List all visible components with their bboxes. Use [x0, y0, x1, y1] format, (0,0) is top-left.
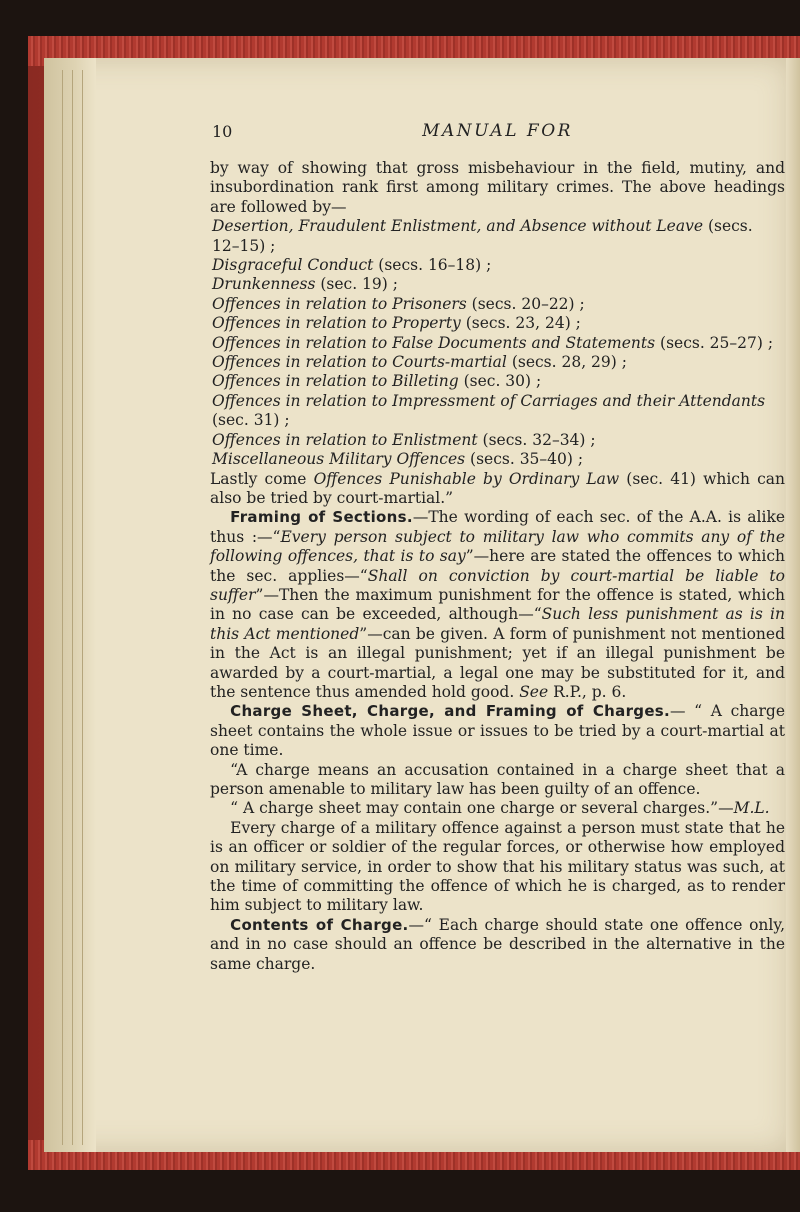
- text-run: ”—can be given. A form of punishment not mentioned in the Act is an illegal punishment; yet if an illegal punishment be awarded by a court-martial, a legal one may be substituted for it, and the sentence thus amended hold good.: [210, 624, 786, 701]
- list-item: [210, 334, 785, 353]
- list-item: [210, 353, 785, 372]
- gutter-line: [72, 70, 73, 1145]
- military-status-paragraph: Every charge of a military offence against a person must state that he is an officer or soldier of the regular forces, or otherwise how employed on military service, in order to show that his military status was such, at the time of committing the offence of which he is charged, as to render him subject to military law.: [210, 818, 785, 915]
- heading-title: Offences in relation to Courts-martial: [212, 353, 507, 372]
- text-run: (sec. 41) which can also be tried by court-martial.”: [210, 469, 785, 507]
- heading-title: Desertion, Fraudulent Enlistment, and Absence without Leave: [212, 217, 704, 236]
- italic-run: Shall on conviction by court-martial be liable to suffer: [210, 566, 785, 604]
- heading-ref: (secs. 35–40) ;: [465, 450, 584, 469]
- italic-run: See: [519, 682, 549, 701]
- heading-ref: (secs. 20–22) ;: [466, 294, 585, 313]
- text-run: ”—here are stated the offences to which the sec. applies—“: [210, 547, 785, 585]
- heading-ref: (secs. 28, 29) ;: [506, 353, 627, 372]
- italic-run: Offences Punishable by Ordinary Law: [313, 469, 620, 488]
- page-number: 10: [212, 122, 233, 141]
- text-run: Lastly come: [210, 469, 314, 488]
- heading-ref: (secs. 23, 24) ;: [460, 314, 581, 333]
- framing-paragraph: [210, 508, 785, 702]
- charge-sheet-paragraph: [210, 702, 785, 760]
- text-run: ”—Then the maximum punishment for the offence is stated, which in no case can be exceeded, although—“: [210, 585, 785, 624]
- headings-list: [210, 217, 785, 469]
- italic-run: M.L.: [733, 799, 770, 818]
- text-run: —“ Each charge should state one offence only, and in no case should an offence be described in the alternative in the same charge.: [210, 915, 785, 973]
- lastly-paragraph: [210, 470, 785, 509]
- list-item: [210, 275, 785, 294]
- section-heading: Contents of Charge.: [230, 915, 409, 934]
- page-header: [210, 122, 785, 146]
- heading-title: Offences in relation to Impressment of Carriages and their Attendants: [212, 391, 766, 410]
- heading-ref: (secs. 12–15) ;: [212, 217, 753, 255]
- page-text: [210, 122, 785, 974]
- list-item: [210, 295, 785, 314]
- intro-paragraph: by way of showing that gross misbehaviour in the field, mutiny, and insubordination rank first among military crimes. The above headings are followed by—: [210, 159, 785, 216]
- italic-run: Every person subject to military law who commits any of the following offences, that is to say: [210, 527, 785, 566]
- list-item: [210, 217, 785, 256]
- heading-ref: (secs. 16–18) ;: [373, 256, 492, 275]
- charge-definition-paragraph: “A charge means an accusation contained in a charge sheet that a person amenable to military law has been guilty of an offence.: [210, 760, 785, 798]
- heading-ref: (secs. 32–34) ;: [477, 430, 596, 449]
- text-run: R.P., p. 6.: [548, 682, 627, 701]
- text-run: —The wording of each sec. of the A.A. is alike thus :—“: [210, 508, 786, 546]
- heading-ref: (sec. 30) ;: [458, 372, 542, 391]
- heading-title: Miscellaneous Military Offences: [212, 450, 466, 469]
- gutter-line: [82, 70, 83, 1145]
- page-gutter: [44, 58, 96, 1152]
- list-item: [210, 256, 785, 275]
- heading-title: Offences in relation to Property: [212, 314, 461, 333]
- page-edge: [786, 58, 800, 1152]
- heading-ref: (sec. 31) ;: [212, 411, 290, 430]
- heading-title: Offences in relation to False Documents and Statements: [212, 333, 656, 352]
- heading-title: Offences in relation to Prisoners: [212, 294, 467, 313]
- running-head: MANUAL FOR: [422, 121, 573, 141]
- gutter-line: [62, 70, 63, 1145]
- text-run: “ A charge sheet may contain one charge or several charges.”—: [230, 799, 734, 818]
- section-heading: Framing of Sections.: [230, 508, 413, 527]
- heading-ref: (secs. 25–27) ;: [655, 333, 774, 352]
- text-run: — “ A charge sheet contains the whole issue or issues to be tried by a court-martial at one time.: [210, 702, 785, 760]
- charge-sheet-contents-paragraph: [210, 799, 785, 818]
- heading-title: Offences in relation to Billeting: [212, 372, 459, 391]
- heading-title: Disgraceful Conduct: [212, 256, 374, 275]
- heading-title: Offences in relation to Enlistment: [212, 430, 478, 449]
- heading-ref: (sec. 19) ;: [315, 275, 398, 294]
- list-item: [210, 392, 785, 431]
- list-item: [210, 450, 785, 469]
- italic-run: Such less punishment as is in this Act mentioned: [210, 605, 785, 643]
- list-item: [210, 431, 785, 450]
- list-item: [210, 372, 785, 391]
- section-heading: Charge Sheet, Charge, and Framing of Charges.: [230, 702, 671, 721]
- list-item: [210, 314, 785, 333]
- contents-paragraph: [210, 916, 785, 974]
- heading-title: Drunkenness: [212, 275, 316, 294]
